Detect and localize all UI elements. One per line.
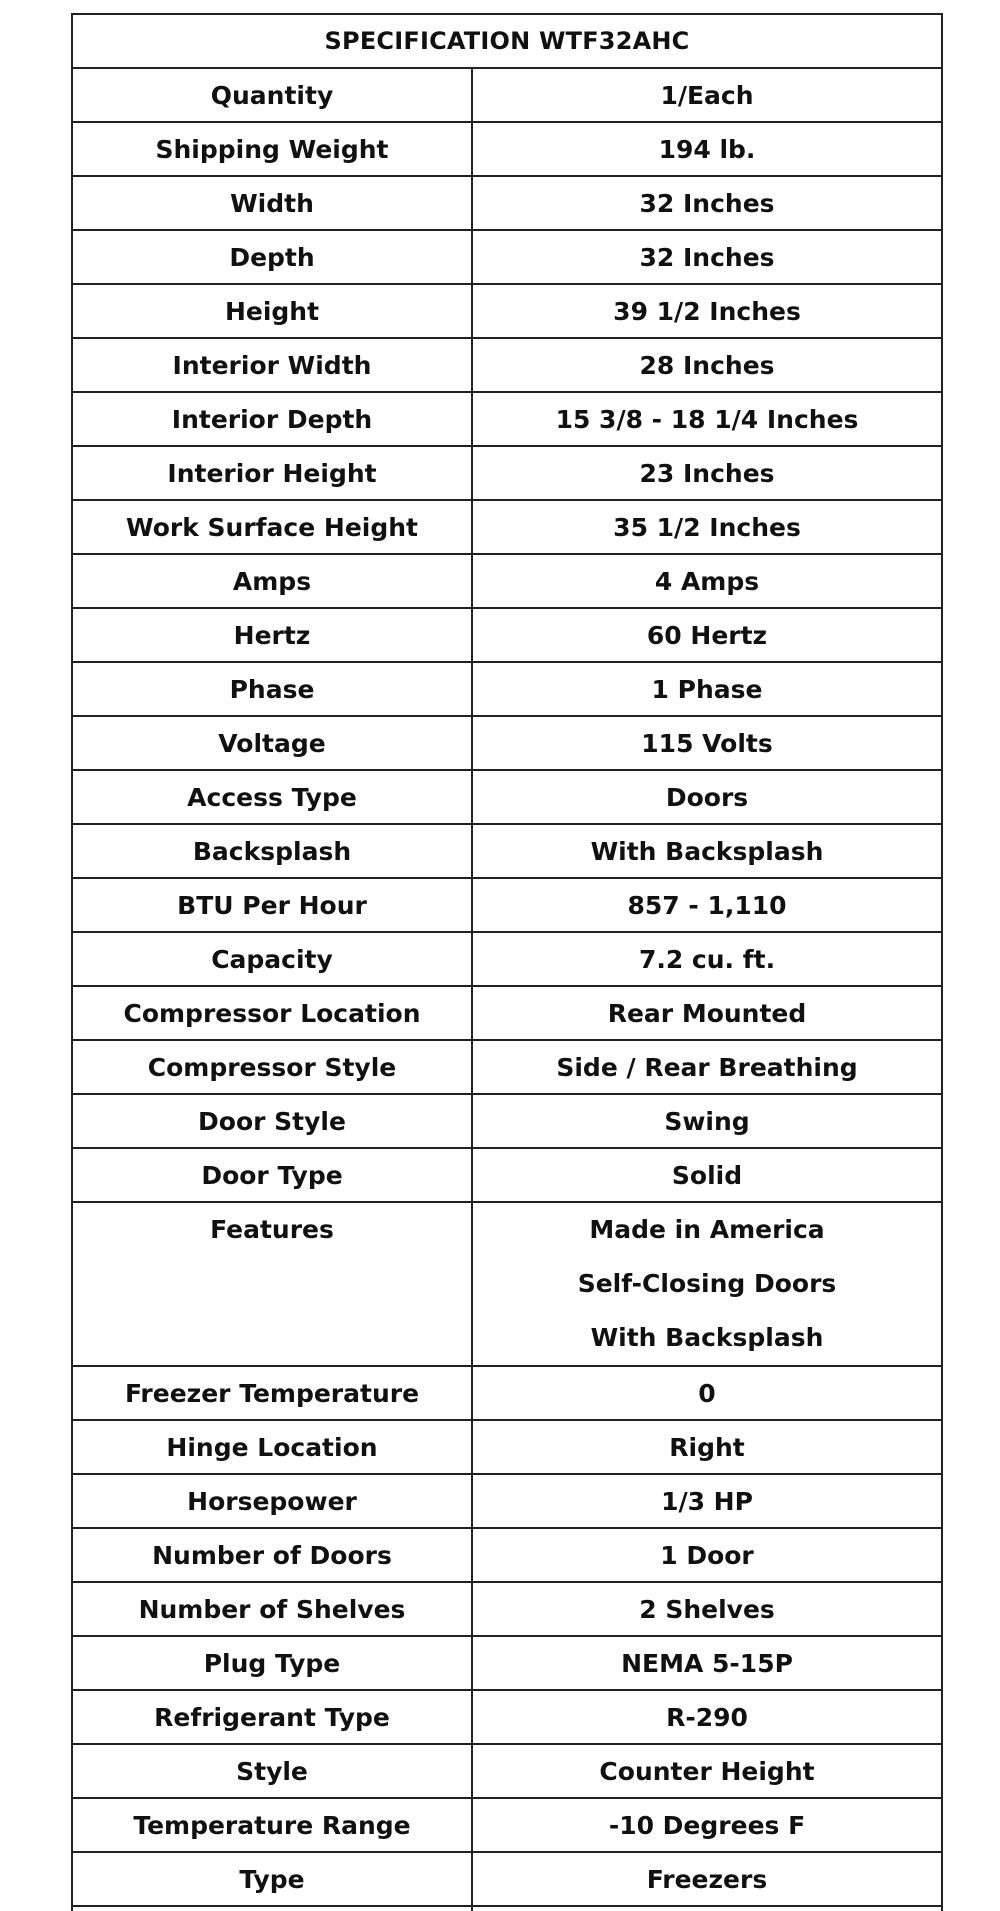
table-row xyxy=(72,1582,942,1636)
spec-label: Height xyxy=(72,284,472,338)
spec-label: Door Type xyxy=(72,1148,472,1202)
table-row xyxy=(72,446,942,500)
spec-label: Backsplash xyxy=(72,824,472,878)
spec-value: 7.2 cu. ft. xyxy=(472,932,942,986)
table-row xyxy=(72,284,942,338)
spec-label: Hinge Location xyxy=(72,1420,472,1474)
table-row xyxy=(72,1366,942,1420)
table-row xyxy=(72,716,942,770)
spec-label: Refrigerant Type xyxy=(72,1690,472,1744)
spec-label: Work Surface Height xyxy=(72,500,472,554)
table-row xyxy=(72,662,942,716)
table-row xyxy=(72,608,942,662)
spec-label: Quantity xyxy=(72,68,472,122)
spec-label: Type xyxy=(72,1852,472,1906)
specification-table xyxy=(71,13,943,1911)
spec-label: Horsepower xyxy=(72,1474,472,1528)
spec-value: 39 1/2 Inches xyxy=(472,284,942,338)
spec-label: Interior Depth xyxy=(72,392,472,446)
spec-label: Amps xyxy=(72,554,472,608)
features-label: Features xyxy=(72,1202,472,1366)
spec-label: Freezer Temperature xyxy=(72,1366,472,1420)
table-title: SPECIFICATION WTF32AHC xyxy=(72,14,942,68)
table-row xyxy=(72,1420,942,1474)
spec-value: Right xyxy=(472,1420,942,1474)
feature-item: Self-Closing Doors xyxy=(577,1269,837,1298)
spec-label: Number of Doors xyxy=(72,1528,472,1582)
spec-value: 194 lb. xyxy=(472,122,942,176)
spec-label: Hertz xyxy=(72,608,472,662)
spec-value: NEMA 5-15P xyxy=(472,1636,942,1690)
spec-label: Interior Height xyxy=(72,446,472,500)
spec-label: Number of Shelves xyxy=(72,1582,472,1636)
features-row xyxy=(72,1202,942,1366)
table-row xyxy=(72,1040,942,1094)
spec-value: 115 Volts xyxy=(472,716,942,770)
table-row xyxy=(72,230,942,284)
table-row xyxy=(72,1744,942,1798)
spec-value: Counter Height xyxy=(472,1744,942,1798)
spec-value: Swing xyxy=(472,1094,942,1148)
table-row xyxy=(72,932,942,986)
spec-label: Capacity xyxy=(72,932,472,986)
spec-label: BTU Per Hour xyxy=(72,878,472,932)
table-row xyxy=(72,824,942,878)
spec-label: Width xyxy=(72,176,472,230)
spec-value: 1 Door xyxy=(472,1528,942,1582)
table-row xyxy=(72,554,942,608)
table-header-row xyxy=(72,14,942,68)
feature-item: With Backsplash xyxy=(590,1323,824,1352)
spec-label: Interior Width xyxy=(72,338,472,392)
table-row xyxy=(72,1094,942,1148)
spec-label: Compressor Location xyxy=(72,986,472,1040)
spec-value: 15 3/8 - 18 1/4 Inches xyxy=(472,392,942,446)
table-row xyxy=(72,1636,942,1690)
table-row xyxy=(72,770,942,824)
spec-value: Rear Mounted xyxy=(472,986,942,1040)
table-row xyxy=(72,1148,942,1202)
table-row xyxy=(72,1798,942,1852)
table-row xyxy=(72,986,942,1040)
table-row xyxy=(72,1690,942,1744)
spec-label: Shipping Weight xyxy=(72,122,472,176)
table-row xyxy=(72,122,942,176)
spec-label: Door Style xyxy=(72,1094,472,1148)
table-trailing-row xyxy=(72,1906,942,1911)
spec-value: 4 Amps xyxy=(472,554,942,608)
spec-label: Access Type xyxy=(72,770,472,824)
spec-value: 1 Phase xyxy=(472,662,942,716)
spec-label: Style xyxy=(72,1744,472,1798)
spec-value: With Backsplash xyxy=(472,824,942,878)
spec-value: 1/3 HP xyxy=(472,1474,942,1528)
table-row xyxy=(72,878,942,932)
spec-label: Phase xyxy=(72,662,472,716)
spec-label: Depth xyxy=(72,230,472,284)
table-row xyxy=(72,68,942,122)
features-values xyxy=(472,1202,942,1366)
spec-value: 32 Inches xyxy=(472,176,942,230)
table-row xyxy=(72,176,942,230)
spec-value: Side / Rear Breathing xyxy=(472,1040,942,1094)
spec-label: Plug Type xyxy=(72,1636,472,1690)
table-body xyxy=(72,68,942,1911)
spec-label: Temperature Range xyxy=(72,1798,472,1852)
feature-item: Made in America xyxy=(589,1215,825,1244)
spec-value: -10 Degrees F xyxy=(472,1798,942,1852)
table-row xyxy=(72,338,942,392)
spec-value: Solid xyxy=(472,1148,942,1202)
table-row xyxy=(72,1474,942,1528)
spec-value: Doors xyxy=(472,770,942,824)
spec-value: Freezers xyxy=(472,1852,942,1906)
table-row xyxy=(72,392,942,446)
spec-label: Compressor Style xyxy=(72,1040,472,1094)
spec-value: 23 Inches xyxy=(472,446,942,500)
spec-value: 1/Each xyxy=(472,68,942,122)
spec-label: Voltage xyxy=(72,716,472,770)
spec-value: 60 Hertz xyxy=(472,608,942,662)
spec-value: R-290 xyxy=(472,1690,942,1744)
spec-value: 857 - 1,110 xyxy=(472,878,942,932)
table-row xyxy=(72,1528,942,1582)
spec-value: 28 Inches xyxy=(472,338,942,392)
table-row xyxy=(72,500,942,554)
spec-value: 0 xyxy=(472,1366,942,1420)
spec-value: 2 Shelves xyxy=(472,1582,942,1636)
spec-value: 35 1/2 Inches xyxy=(472,500,942,554)
spec-value: 32 Inches xyxy=(472,230,942,284)
